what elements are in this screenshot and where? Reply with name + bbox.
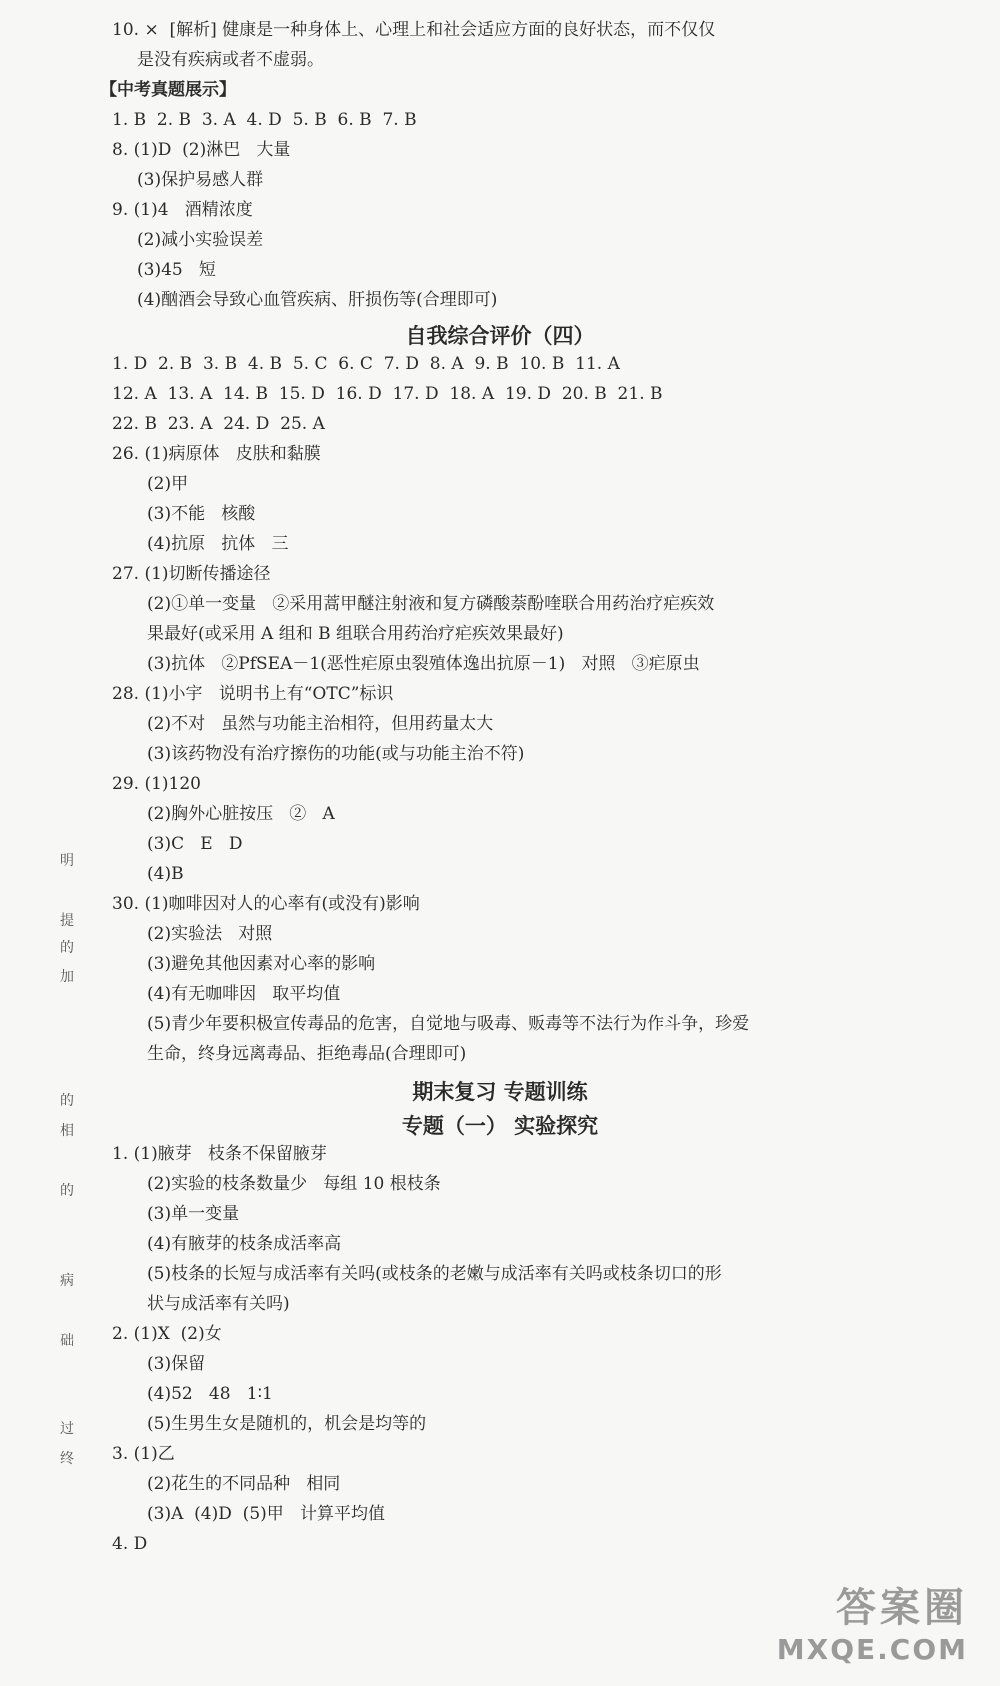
- answer-line: (5)生男生女是随机的，机会是均等的: [147, 1414, 427, 1434]
- margin-char: 相: [60, 1123, 74, 1139]
- answer-line: (3)C E D: [147, 834, 243, 854]
- answer-line: (2)胸外心脏按压 ② A: [147, 804, 335, 824]
- answer-line: 29. (1)120: [112, 774, 201, 794]
- margin-char: 加: [60, 969, 74, 985]
- answer-line: 果最好(或采用 A 组和 B 组联合用药治疗疟疾效果最好): [147, 624, 564, 644]
- answer-line: (4)B: [147, 864, 184, 884]
- answer-line: (5)青少年要积极宣传毒品的危害，自觉地与吸毒、贩毒等不法行为作斗争，珍爱: [147, 1014, 750, 1034]
- answer-line: (3)抗体 ②PfSEA－1(恶性疟原虫裂殖体逸出抗原－1) 对照 ③疟原虫: [147, 654, 700, 674]
- answer-line: 27. (1)切断传播途径: [112, 564, 271, 584]
- answer-line: (3)保护易感人群: [137, 170, 264, 190]
- answer-line: 26. (1)病原体 皮肤和黏膜: [112, 444, 321, 464]
- margin-char: 病: [60, 1273, 74, 1289]
- answer-line: 1. D 2. B 3. B 4. B 5. C 6. C 7. D 8. A 9. B 10. B 11. A: [112, 354, 620, 374]
- section-subtitle-topic-one: 专题（一） 实验探究: [401, 1114, 599, 1138]
- answer-line: 1. (1)腋芽 枝条不保留腋芽: [112, 1144, 327, 1164]
- answer-line: 4. D: [112, 1534, 148, 1554]
- answer-line: (3)保留: [147, 1354, 206, 1374]
- answer-line: (4)抗原 抗体 三: [147, 534, 289, 554]
- answer-line: (2)实验法 对照: [147, 924, 273, 944]
- q10-line-1: 10. × [解析] 健康是一种身体上、心理上和社会适应方面的良好状态，而不仅仅: [112, 20, 716, 40]
- answer-line: (3)不能 核酸: [147, 504, 256, 524]
- section-title-self-evaluation: 自我综合评价（四）: [405, 324, 595, 348]
- answer-line: 生命，终身远离毒品、拒绝毒品(合理即可): [147, 1044, 467, 1064]
- answer-line: 12. A 13. A 14. B 15. D 16. D 17. D 18. A 19. D 20. B 21. B: [112, 384, 663, 404]
- answer-line: (2)甲: [147, 474, 189, 494]
- margin-char: 终: [60, 1451, 74, 1467]
- answer-line: (2)花生的不同品种 相同: [147, 1474, 341, 1494]
- answer-line: 3. (1)乙: [112, 1444, 175, 1464]
- answer-line: (3)A (4)D (5)甲 计算平均值: [147, 1504, 385, 1524]
- margin-char: 的: [60, 940, 74, 956]
- answer-line: (2)不对 虽然与功能主治相符，但用药量太大: [147, 714, 494, 734]
- answer-line: (5)枝条的长短与成活率有关吗(或枝条的老嫩与成活率有关吗或枝条切口的形: [147, 1264, 722, 1284]
- margin-char: 的: [60, 1183, 74, 1199]
- answer-line: (4)有腋芽的枝条成活率高: [147, 1234, 342, 1254]
- answer-line: (3)该药物没有治疗擦伤的功能(或与功能主治不符): [147, 744, 525, 764]
- answer-line: (3)45 短: [137, 260, 216, 280]
- answer-line: 2. (1)X (2)女: [112, 1324, 222, 1344]
- answer-line: 8. (1)D (2)淋巴 大量: [112, 140, 291, 160]
- answer-line: (2)实验的枝条数量少 每组 10 根枝条: [147, 1174, 441, 1194]
- watermark-url: MXQE.COM: [776, 1633, 968, 1666]
- margin-char: 的: [60, 1093, 74, 1109]
- q10-line-2: 是没有疾病或者不虚弱。: [137, 50, 324, 70]
- answer-line: 28. (1)小宇 说明书上有“OTC”标识: [112, 684, 394, 704]
- answer-line: (4)52 48 1∶1: [147, 1384, 273, 1404]
- answer-line: (3)避免其他因素对心率的影响: [147, 954, 376, 974]
- answer-line: 状与成活率有关吗): [147, 1294, 290, 1314]
- watermark: [777, 1576, 968, 1666]
- answer-line: 1. B 2. B 3. A 4. D 5. B 6. B 7. B: [112, 110, 417, 130]
- zhongkao-heading: 【中考真题展示】: [100, 80, 236, 100]
- answer-line: 22. B 23. A 24. D 25. A: [112, 414, 325, 434]
- margin-char: 提: [60, 913, 74, 929]
- answer-line: (3)单一变量: [147, 1204, 240, 1224]
- margin-char: 过: [60, 1421, 74, 1437]
- answer-line: (4)酗酒会导致心血管疾病、肝损伤等(合理即可): [137, 290, 498, 310]
- section-title-final-review: 期末复习 专题训练: [412, 1080, 588, 1104]
- answer-line: (2)①单一变量 ②采用蒿甲醚注射液和复方磷酸萘酚喹联合用药治疗疟疾效: [147, 594, 715, 614]
- watermark-logo: 答案圈: [836, 1585, 968, 1631]
- margin-char: 础: [60, 1333, 74, 1349]
- answer-line: (4)有无咖啡因 取平均值: [147, 984, 341, 1004]
- answer-line: 30. (1)咖啡因对人的心率有(或没有)影响: [112, 894, 420, 914]
- margin-char: 明: [60, 853, 74, 869]
- answer-line: (2)减小实验误差: [137, 230, 264, 250]
- answer-line: 9. (1)4 酒精浓度: [112, 200, 253, 220]
